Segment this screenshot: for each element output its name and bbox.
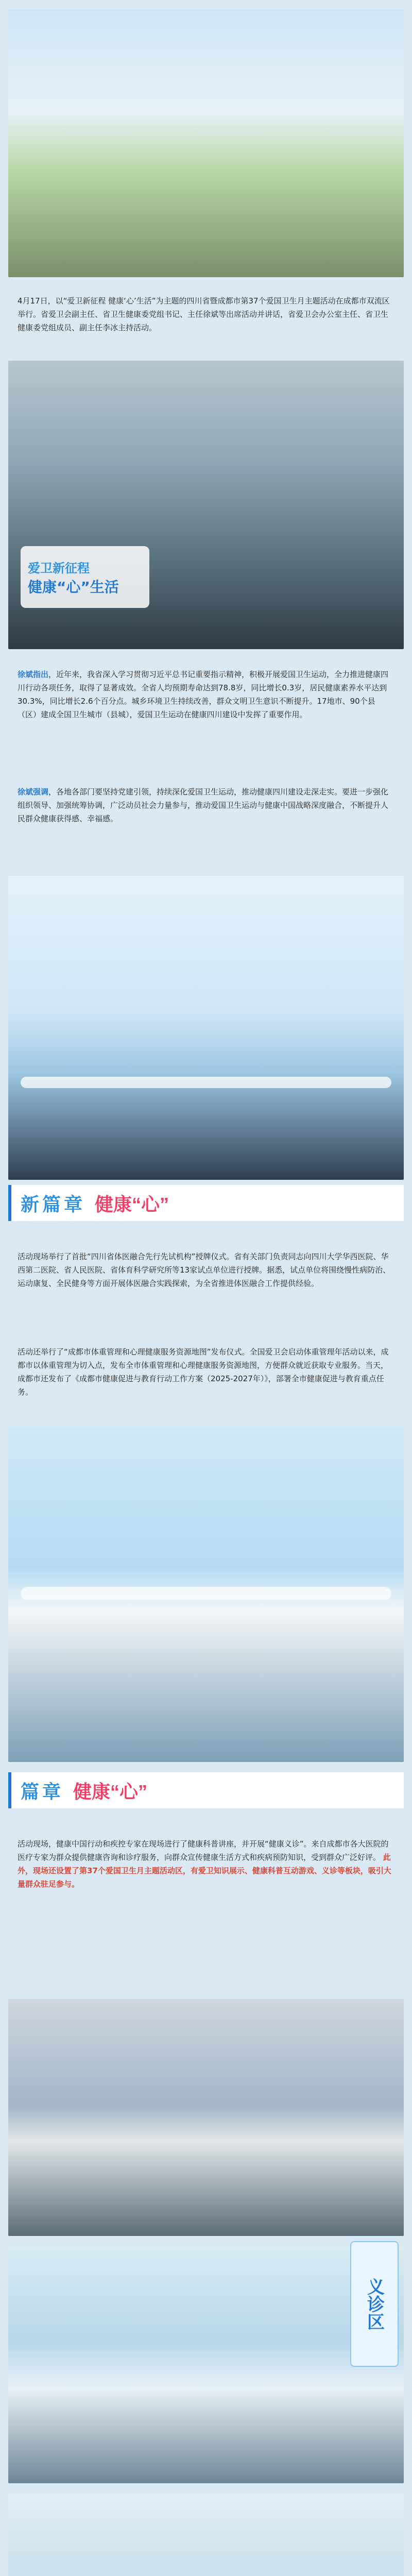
- paragraph-6b-text: 此外，现场还设置了第37个爱国卫生月主题活动区，有爱卫知识展示、健康科普互动游戏、义诊等板块，吸引大量群众驻足参与。: [18, 1853, 391, 1889]
- theme-banner-2-text: 篇章: [21, 1781, 64, 1802]
- paragraph-3: [8, 777, 404, 834]
- theme-logo-line-2: 健康“心”生活: [28, 578, 119, 596]
- paragraph-5-text: 活动还举行了“成都市体重管理和心理健康服务资源地图”发布仪式。全国爱卫会启动体重管理年活动以来，成都市以体重管理为切入点，发布全市体重管理和心理健康服务资源地图，方便群众就近获取专业服务。当天，成都市还发布了《成都市健康促进与教育行动工作方案（2025-2027年）》，部署全市健康促进与教育重点任务。: [18, 1347, 389, 1397]
- theme-banner-2: [8, 1772, 404, 1808]
- paragraph-1-text: 4月17日，以“爱卫新征程 健康‘心’生活”为主题的四川省暨成都市第37个爱国卫生月主题活动在成都市双流区举行。省爱卫会副主任、省卫生健康委党组书记、主任徐斌等出席活动并讲话，省爱卫会办公室主任、省卫生健康委党组成员、副主任李冰主持活动。: [18, 296, 390, 332]
- ceremony-stage-strip: [21, 1587, 391, 1600]
- paragraph-6-text: 活动现场，健康中国行动和疾控专家在现场进行了健康科普讲座，并开展“健康义诊”。来自成都市各大医院的医疗专家为群众提供健康咨询和诊疗服务，向群众宣传健康生活方式和疾病预防知识，受到群众广泛好评。: [18, 1839, 389, 1862]
- paragraph-1: [8, 286, 404, 343]
- paragraph-3-label: 徐斌强调: [18, 787, 49, 796]
- theme-banner-1: [8, 1185, 404, 1221]
- medical-consultation-photo: [8, 2494, 404, 2576]
- theme-banner-1-text: 新篇章: [21, 1193, 86, 1215]
- stage-banner-strip: [21, 1077, 391, 1088]
- paragraph-3-text: ，各地各部门要坚持党建引领，持续深化爱国卫生运动，推动健康四川建设走深走实。要进一步强化组织领导、加强统筹协调，广泛动员社会力量参与，推动爱国卫生运动与健康中国战略深度融合，不断提升人民群众健康获得感、幸福感。: [18, 787, 389, 823]
- paragraph-4-text: 活动现场举行了首批“四川省体医融合先行先试机构”授牌仪式。省有关部门负责同志向四川大学华西医院、华西第二医院、省人民医院、省体育科学研究所等13家试点单位进行授牌。据悉，试点单位将围绕慢性病防治、运动康复、全民健身等方面开展体医融合实践探索，为全省推进体医融合工作提供经验。: [18, 1252, 391, 1288]
- paragraph-2: [8, 659, 404, 730]
- paragraph-6: [8, 1829, 404, 1899]
- paragraph-4: [8, 1242, 404, 1298]
- group-photo-stage: [8, 876, 404, 1180]
- paragraph-5: [8, 1337, 404, 1407]
- theme-banner-1-heart: 健康“心”: [95, 1193, 169, 1215]
- health-booth-photo: [8, 1999, 404, 2236]
- theme-logo: [21, 546, 149, 608]
- free-clinic-area-photo: [8, 2246, 404, 2483]
- paragraph-2-label: 徐斌指出: [18, 670, 49, 679]
- theme-banner-2-heart: 健康“心”: [73, 1781, 148, 1802]
- theme-logo-line-1: 爱卫新征程: [28, 561, 90, 575]
- free-clinic-sign: 义诊区: [350, 2241, 399, 2367]
- paragraph-2-text: ，近年来，我省深入学习贯彻习近平总书记重要指示精神，积极开展爱国卫生运动，全力推进健康四川行动各项任务，取得了显著成效。全省人均预期寿命达到78.8岁，同比增长0.3岁，居民健康素养水平达到30.3%，同比增长2.6个百分点。城乡环境卫生持续改善，群众文明卫生意识不断提升。17地市、90个县（区）建成全国卫生城市（县城），爱国卫生运动在健康四川建设中发挥了重要作用。: [18, 670, 389, 719]
- event-photo-1: [8, 9, 404, 277]
